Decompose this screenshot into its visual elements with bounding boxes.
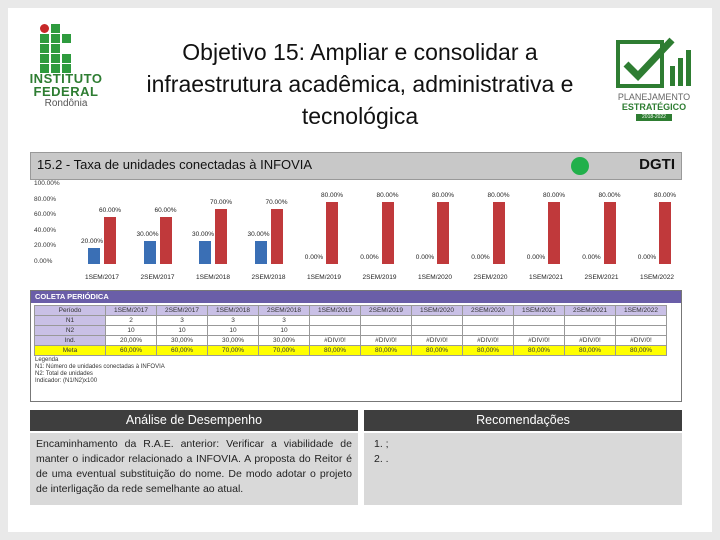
- y-tick-label: 20.00%: [34, 242, 57, 250]
- logo-square: [62, 54, 71, 63]
- data-label: 30.00%: [136, 230, 159, 238]
- table-cell: 80,00%: [514, 346, 565, 356]
- table-cell: 10: [157, 326, 208, 336]
- table-cell: #DIV/0!: [565, 336, 616, 346]
- data-label: 80.00%: [653, 191, 677, 199]
- planejamento-estrategico-logo: [606, 36, 702, 120]
- table-row: [35, 316, 667, 326]
- data-label: 0.00%: [471, 254, 490, 261]
- table-cell: 70,00%: [259, 346, 310, 356]
- table-cell: #DIV/0!: [463, 336, 514, 346]
- table-cell: 80,00%: [361, 346, 412, 356]
- data-label: 70.00%: [209, 199, 233, 207]
- table-cell: 30,00%: [208, 336, 259, 346]
- checkmark-chart-icon: [606, 36, 702, 94]
- table-cell: 2: [106, 316, 157, 326]
- data-label: 80.00%: [320, 191, 344, 199]
- data-label: 80.00%: [487, 191, 510, 199]
- recomendacoes-header: Recomendações: [364, 410, 682, 431]
- table-header-cell: 2SEM/2018: [259, 306, 310, 316]
- table-cell: 80,00%: [310, 346, 361, 356]
- table-header-cell: 2SEM/2019: [361, 306, 412, 316]
- x-tick-label: 1SEM/2017: [85, 274, 119, 281]
- table-cell: 80,00%: [565, 346, 616, 356]
- table-cell: [616, 316, 667, 326]
- logo-right-line2: ESTRATÉGICO: [621, 102, 687, 112]
- chart-bar: [104, 217, 116, 264]
- table-header-cell: 1SEM/2019: [310, 306, 361, 316]
- recomendacao-item: 2. .: [374, 453, 389, 465]
- data-label: 20.00%: [80, 238, 104, 246]
- logo-square: [62, 34, 71, 43]
- data-label: 80.00%: [542, 191, 566, 199]
- chart-bar: [271, 209, 283, 264]
- coleta-table: [34, 305, 667, 356]
- logo-red-dot: [40, 24, 49, 33]
- coleta-legend: [35, 357, 681, 385]
- table-cell: 10: [106, 326, 157, 336]
- chart-bar: [88, 248, 100, 264]
- x-tick-label: 1SEM/2018: [196, 274, 230, 281]
- recomendacao-item: 1. ;: [374, 438, 389, 450]
- table-header-cell: 2SEM/2021: [565, 306, 616, 316]
- data-label: 60.00%: [98, 207, 122, 215]
- table-cell: 10: [208, 326, 259, 336]
- table-cell: [361, 326, 412, 336]
- chart-bar: [199, 241, 211, 264]
- table-header-cell: Período: [35, 306, 106, 316]
- table-cell: [565, 316, 616, 326]
- table-cell: 30,00%: [259, 336, 310, 346]
- chart-bar: [215, 209, 227, 264]
- table-cell: 80,00%: [412, 346, 463, 356]
- logo-square: [51, 54, 60, 63]
- table-cell: [310, 316, 361, 326]
- table-row: [35, 346, 667, 356]
- table-cell: [565, 326, 616, 336]
- table-header-cell: 1SEM/2017: [106, 306, 157, 316]
- table-row: [35, 326, 667, 336]
- data-label: 0.00%: [637, 254, 657, 261]
- table-cell: 30,00%: [157, 336, 208, 346]
- table-cell: 60,00%: [157, 346, 208, 356]
- chart-bar: [144, 241, 156, 264]
- table-cell: N2: [35, 326, 106, 336]
- data-label: 30.00%: [247, 230, 270, 238]
- y-tick-label: 80.00%: [34, 195, 57, 203]
- logo-line3: Rondônia: [44, 98, 88, 109]
- table-cell: [514, 316, 565, 326]
- chart-bar: [382, 202, 394, 264]
- status-indicator-icon: [571, 157, 589, 175]
- data-label: 80.00%: [376, 191, 399, 199]
- table-cell: #DIV/0!: [616, 336, 667, 346]
- chart-bar: [548, 202, 560, 264]
- x-tick-label: 1SEM/2020: [418, 274, 452, 281]
- table-header-row: [35, 306, 667, 316]
- table-cell: [616, 326, 667, 336]
- indicator-title: 15.2 - Taxa de unidades conectadas à INFOVIA: [37, 157, 313, 172]
- x-tick-label: 1SEM/2021: [529, 274, 563, 281]
- recomendacoes-body: [364, 433, 682, 505]
- table-header-cell: 1SEM/2021: [514, 306, 565, 316]
- x-tick-label: 1SEM/2022: [640, 274, 674, 281]
- chart-bar: [255, 241, 267, 264]
- table-cell: [463, 326, 514, 336]
- data-label: 30.00%: [191, 230, 215, 238]
- table-cell: 60,00%: [106, 346, 157, 356]
- table-cell: #DIV/0!: [514, 336, 565, 346]
- logo-right-line3: 2018-2022: [636, 114, 672, 121]
- analise-text: Encaminhamento da R.A.E. anterior: Verificar a viabilidade de manter o indicador relacionado a INFOVIA. A proposta do Reitor é de uma eventual substituição do nome. De modo adotar o projeto de interligação da rede semelhante ao atual.: [36, 438, 352, 495]
- table-cell: #DIV/0!: [361, 336, 412, 346]
- table-row: [35, 336, 667, 346]
- table-header-cell: 1SEM/2020: [412, 306, 463, 316]
- logo-right-line1: PLANEJAMENTO: [617, 92, 691, 102]
- data-label: 60.00%: [154, 207, 177, 215]
- table-cell: Ind.: [35, 336, 106, 346]
- logo-square: [51, 44, 60, 53]
- data-label: 0.00%: [415, 254, 435, 261]
- table-cell: [514, 326, 565, 336]
- logo-square: [51, 24, 60, 33]
- analise-header: Análise de Desempenho: [30, 410, 358, 431]
- data-label: 70.00%: [265, 199, 288, 207]
- analise-body: [30, 433, 358, 505]
- x-tick-label: 1SEM/2019: [307, 274, 341, 281]
- table-cell: 3: [157, 316, 208, 326]
- data-label: 80.00%: [598, 191, 621, 199]
- table-header-cell: 2SEM/2020: [463, 306, 514, 316]
- logo-square: [40, 54, 49, 63]
- logo-line1: INSTITUTO: [29, 71, 103, 86]
- table-cell: [310, 326, 361, 336]
- indicator-chart: [30, 182, 690, 288]
- data-label: 0.00%: [526, 254, 546, 261]
- data-label: 0.00%: [360, 254, 379, 261]
- logo-line2: FEDERAL: [33, 84, 99, 99]
- data-label: 0.00%: [304, 254, 324, 261]
- chart-bar: [437, 202, 449, 264]
- table-cell: [463, 316, 514, 326]
- table-cell: 80,00%: [463, 346, 514, 356]
- y-tick-label: 0.00%: [34, 258, 53, 265]
- data-label: 0.00%: [582, 254, 601, 261]
- table-cell: #DIV/0!: [310, 336, 361, 346]
- legend-line: N1: Número de unidades conectadas à INFOVIA: [35, 364, 165, 370]
- table-cell: 70,00%: [208, 346, 259, 356]
- table-header-cell: 1SEM/2022: [616, 306, 667, 316]
- table-cell: 10: [259, 326, 310, 336]
- data-label: 80.00%: [431, 191, 455, 199]
- chart-bar: [493, 202, 505, 264]
- y-tick-label: 60.00%: [34, 211, 57, 219]
- logo-square: [51, 34, 60, 43]
- logo-square: [40, 44, 49, 53]
- table-cell: 3: [208, 316, 259, 326]
- indicator-header: [30, 152, 682, 180]
- y-tick-label: 100.00%: [34, 180, 60, 187]
- table-cell: #DIV/0!: [412, 336, 463, 346]
- legend-line: Legenda: [35, 357, 59, 363]
- recomendacoes-list: [364, 433, 682, 471]
- y-tick-label: 40.00%: [34, 226, 57, 234]
- legend-line: Indicador: (N1/N2)x100: [35, 378, 98, 384]
- chart-bar: [326, 202, 338, 264]
- table-cell: N1: [35, 316, 106, 326]
- legend-line: N2: Total de unidades: [35, 371, 93, 377]
- instituto-federal-logo: [16, 18, 116, 128]
- table-cell: [361, 316, 412, 326]
- chart-bar: [160, 217, 172, 264]
- table-cell: [412, 316, 463, 326]
- table-cell: 3: [259, 316, 310, 326]
- indicator-owner: DGTI: [639, 156, 675, 173]
- table-header-cell: 2SEM/2017: [157, 306, 208, 316]
- table-header-cell: 1SEM/2018: [208, 306, 259, 316]
- table-cell: 20,00%: [106, 336, 157, 346]
- table-cell: [412, 326, 463, 336]
- table-cell: 80,00%: [616, 346, 667, 356]
- x-tick-label: 2SEM/2018: [251, 274, 286, 281]
- chart-bar: [659, 202, 671, 264]
- logo-square: [40, 34, 49, 43]
- chart-bar: [604, 202, 616, 264]
- x-tick-label: 2SEM/2020: [473, 274, 508, 281]
- x-tick-label: 2SEM/2017: [140, 274, 175, 281]
- page-title: Objetivo 15: Ampliar e consolidar a infraestrutura acadêmica, administrativa e tecnológica: [146, 39, 574, 129]
- x-tick-label: 2SEM/2021: [584, 274, 619, 281]
- x-tick-label: 2SEM/2019: [362, 274, 397, 281]
- coleta-periodica-panel: [30, 290, 682, 402]
- coleta-title: COLETA PERIÓDICA: [31, 291, 681, 303]
- table-cell: Meta: [35, 346, 106, 356]
